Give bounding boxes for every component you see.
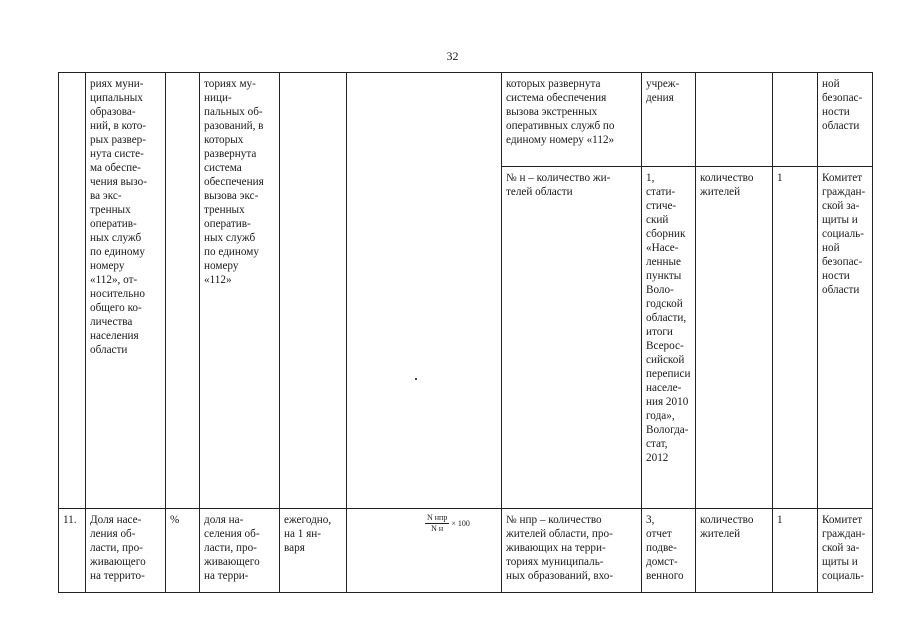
- cell-indicator-name: риях муни- ципальных образова- ний, в кото- рых развер- нута систе- ма обеспе- чения вызо- ва экс- тренных оператив- ных служб по единому номеру «112», от- носительно общего ко- личества населения области: [86, 73, 166, 509]
- cell-source: учреж- дения: [642, 73, 696, 167]
- cell-source: 1, стати- стиче- ский сборник «Насе- ленные пункты Воло- годской области, итоги Всерос- сийской переписи населе- ния 2010 года», Вологда- стат, 2012: [642, 167, 696, 509]
- cell-periodicity: ежегодно, на 1 ян- варя: [280, 509, 347, 593]
- cell-responsible: Комитет граждан- ской за- щиты и социаль-: [818, 509, 873, 593]
- formula: [425, 513, 470, 534]
- cell-coefficient: [773, 73, 818, 167]
- formula-numerator: N нпр: [427, 513, 448, 522]
- cell-variable-unit: [696, 73, 773, 167]
- cell-definition: доля на- селения об- ласти, про- живающего на терри-: [200, 509, 280, 593]
- formula-denominator: N н: [431, 524, 444, 533]
- cell-unit: %: [166, 509, 200, 593]
- table-row: [59, 73, 873, 167]
- cell-coefficient: 1: [773, 509, 818, 593]
- indicator-table: [58, 72, 873, 593]
- cell-indicator-name: Доля насе- ления об- ласти, про- живающего на террито-: [86, 509, 166, 593]
- cell-variable-description: № нпр – количество жителей области, про- живающих на терри- ториях муниципаль- ных образований, вхо-: [502, 509, 642, 593]
- cell-number: 11.: [59, 509, 86, 593]
- cell-variable-description: которых развернута система обеспечения вызова экстренных оперативных служб по единому номеру «112»: [502, 73, 642, 167]
- page-number: 32: [446, 49, 459, 63]
- fraction: [425, 513, 449, 534]
- cell-definition: ториях му- ници- пальных об- разований, в которых развернута система обеспечения вызова экс- тренных оператив- ных служб по единому номеру «112»: [200, 73, 280, 509]
- cell-number: [59, 73, 86, 509]
- formula-multiplier: × 100: [451, 518, 470, 528]
- cell-variable-description: № н – количество жи- телей области: [502, 167, 642, 509]
- cell-coefficient: 1: [773, 167, 818, 509]
- cell-formula: [347, 73, 502, 509]
- cell-responsible: Комитет граждан- ской за- щиты и социаль- ной безопас- ности области: [818, 167, 873, 509]
- cell-source: 3, отчет подве- домст- венного: [642, 509, 696, 593]
- cell-variable-unit: количество жителей: [696, 167, 773, 509]
- cell-formula: [347, 509, 502, 593]
- table-row: [59, 509, 873, 593]
- scan-speck: [415, 378, 417, 380]
- cell-periodicity: [280, 73, 347, 509]
- cell-variable-unit: количество жителей: [696, 509, 773, 593]
- cell-unit: [166, 73, 200, 509]
- cell-responsible: ной безопас- ности области: [818, 73, 873, 167]
